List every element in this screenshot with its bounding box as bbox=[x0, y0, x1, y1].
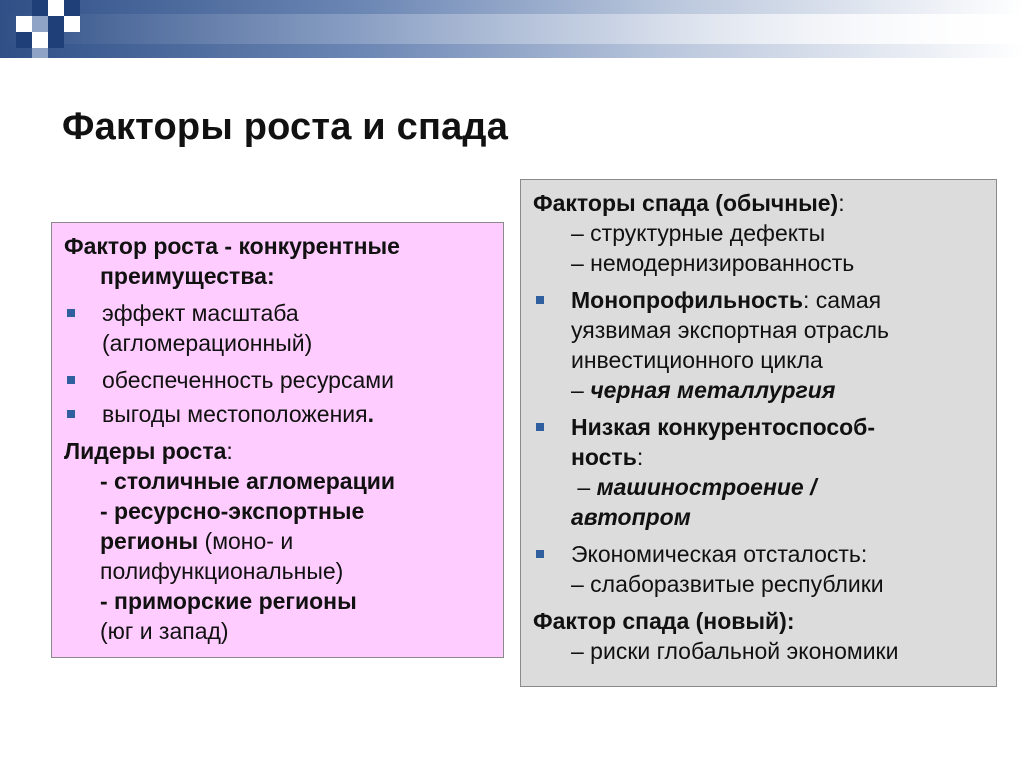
growth-heading: Фактор роста - конкурентные bbox=[64, 233, 400, 259]
growth-heading-cont: преимущества: bbox=[100, 263, 275, 289]
bullet-text: Монопрофильность: самая bbox=[571, 287, 882, 313]
bullet-item bbox=[64, 399, 493, 429]
ordinary-item: – структурные дефекты bbox=[571, 220, 826, 246]
bullet-item bbox=[64, 365, 493, 395]
bullet-text-cont: уязвимая экспортная отрасль bbox=[571, 317, 890, 343]
square-bullet-icon bbox=[536, 423, 544, 431]
leader-item: - столичные агломерации bbox=[100, 468, 396, 494]
bullet-item bbox=[533, 412, 986, 532]
square-bullet-icon bbox=[67, 376, 75, 384]
leader-item: - ресурсно-экспортные bbox=[100, 498, 365, 524]
decline-factors-box bbox=[520, 179, 997, 687]
decline-new-heading: Фактор спада (новый): bbox=[533, 608, 795, 634]
leader-item: - приморские регионы bbox=[100, 588, 357, 614]
bullet-text-cont: – черная металлургия bbox=[571, 377, 836, 403]
bullet-text: эффект масштаба bbox=[102, 300, 299, 326]
leaders-heading: Лидеры роста: bbox=[64, 438, 233, 464]
leader-item-cont: (юг и запад) bbox=[100, 618, 229, 644]
bullet-text-cont: – машиностроение / bbox=[571, 474, 817, 500]
leader-item-cont: регионы (моно- и bbox=[100, 528, 294, 554]
bullet-text-cont: (агломерационный) bbox=[102, 330, 313, 356]
square-bullet-icon bbox=[536, 550, 544, 558]
bullet-text-cont: ность: bbox=[571, 444, 644, 470]
leader-item-cont: полифункциональные) bbox=[100, 558, 344, 584]
bullet-item bbox=[64, 298, 493, 358]
growth-factors-box bbox=[51, 222, 504, 658]
bullet-text-cont: инвестиционного цикла bbox=[571, 347, 823, 373]
decline-ordinary-heading: Факторы спада (обычные): bbox=[533, 190, 845, 216]
bullet-text: выгоды местоположения. bbox=[102, 401, 374, 427]
checker-decoration bbox=[0, 0, 80, 58]
ordinary-item: – немодернизированность bbox=[571, 250, 855, 276]
bullet-item bbox=[533, 285, 986, 405]
header-band-fade bbox=[0, 14, 1024, 44]
bullet-item bbox=[533, 539, 986, 599]
bullet-text-cont: автопром bbox=[571, 504, 691, 530]
decline-new-item: – риски глобальной экономики bbox=[571, 638, 899, 664]
bullet-text-cont: – слаборазвитые республики bbox=[571, 571, 884, 597]
bullet-text: обеспеченность ресурсами bbox=[102, 367, 394, 393]
slide-title: Факторы роста и спада bbox=[62, 106, 509, 148]
bullet-text: Экономическая отсталость: bbox=[571, 541, 868, 567]
header-band bbox=[0, 0, 1024, 58]
square-bullet-icon bbox=[67, 309, 75, 317]
square-bullet-icon bbox=[67, 410, 75, 418]
bullet-text: Низкая конкурентоспособ- bbox=[571, 414, 876, 440]
square-bullet-icon bbox=[536, 296, 544, 304]
